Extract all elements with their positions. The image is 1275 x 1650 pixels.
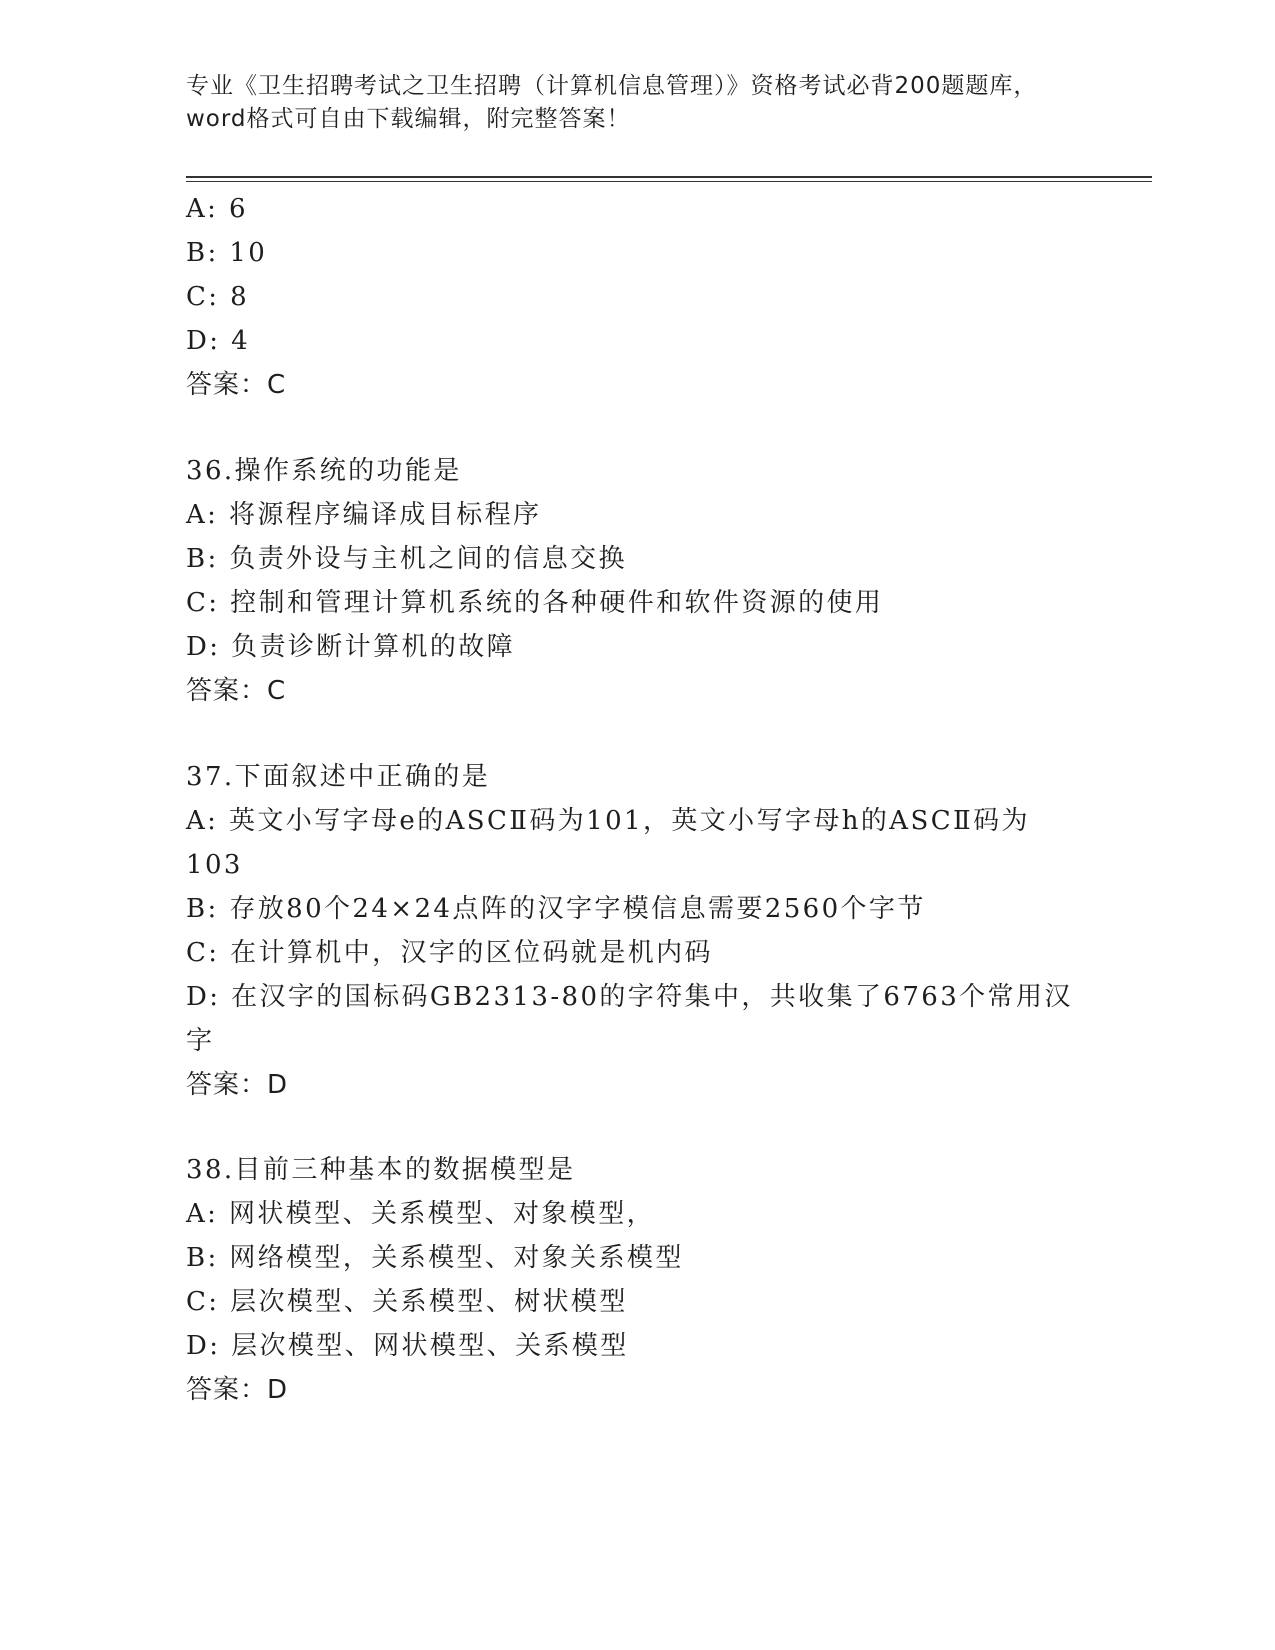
q37-option-b: B: 存放80个24×24点阵的汉字字模信息需要2560个字节 (186, 894, 926, 924)
header-divider-thick (186, 176, 1152, 178)
q35-option-b: B: 10 (186, 238, 268, 268)
q37-answer: 答案：D (186, 1070, 289, 1100)
q38-option-a: A: 网状模型、关系模型、对象模型， (186, 1199, 656, 1229)
header-line-2: word格式可自由下载编辑，附完整答案！ (186, 106, 631, 132)
q38-answer: 答案：D (186, 1375, 289, 1405)
q35-option-c: C: 8 (186, 282, 250, 312)
q36-stem: 36.操作系统的功能是 (186, 456, 462, 486)
q37-option-d-line-2: 字 (186, 1026, 215, 1056)
q37-option-a-line-1: A: 英文小写字母e的ASCⅡ码为101，英文小写字母h的ASCⅡ码为 (186, 806, 1030, 836)
q38-option-c: C: 层次模型、关系模型、树状模型 (186, 1287, 628, 1317)
q35-option-d: D: 4 (186, 326, 251, 356)
q35-option-a: A: 6 (186, 194, 248, 224)
q36-answer: 答案：C (186, 676, 287, 706)
q36-option-b: B: 负责外设与主机之间的信息交换 (186, 544, 627, 574)
q37-stem: 37.下面叙述中正确的是 (186, 762, 491, 792)
q36-option-d: D: 负责诊断计算机的故障 (186, 632, 516, 662)
q38-stem: 38.目前三种基本的数据模型是 (186, 1155, 576, 1185)
q38-option-b: B: 网络模型，关系模型、对象关系模型 (186, 1243, 684, 1273)
q38-option-d: D: 层次模型、网状模型、关系模型 (186, 1331, 629, 1361)
header-line-1: 专业《卫生招聘考试之卫生招聘（计算机信息管理）》资格考试必背200题题库， (186, 73, 1038, 99)
q35-answer: 答案：C (186, 370, 287, 400)
q36-option-a: A: 将源程序编译成目标程序 (186, 500, 542, 530)
q37-option-c: C: 在计算机中，汉字的区位码就是机内码 (186, 938, 713, 968)
q36-option-c: C: 控制和管理计算机系统的各种硬件和软件资源的使用 (186, 588, 884, 618)
q37-option-d-line-1: D: 在汉字的国标码GB2313-80的字符集中，共收集了6763个常用汉 (186, 982, 1073, 1012)
q37-option-a-line-2: 103 (186, 850, 243, 880)
header-divider-thin (186, 181, 1152, 182)
document-header (186, 70, 1106, 136)
